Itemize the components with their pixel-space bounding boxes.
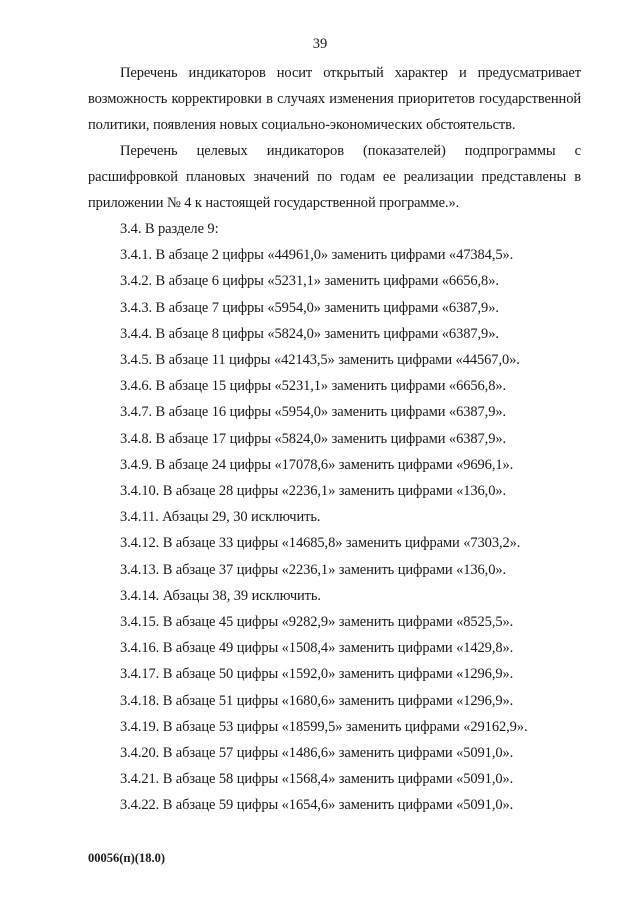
document-body [88,60,581,819]
list-item: 3.4.15. В абзаце 45 цифры «9282,9» заменить цифрами «8525,5». [120,614,514,631]
list-item: 3.4.16. В абзаце 49 цифры «1508,4» заменить цифрами «1429,8». [120,640,514,657]
list-item: 3.4.11. Абзацы 29, 30 исключить. [120,509,321,526]
list-item: 3.4.5. В абзаце 11 цифры «42143,5» заменить цифрами «44567,0». [120,352,520,369]
list-item: 3.4.1. В абзаце 2 цифры «44961,0» заменить цифрами «47384,5». [120,247,514,264]
list-item: 3.4.9. В абзаце 24 цифры «17078,6» заменить цифрами «9696,1». [120,456,514,473]
list-item: 3.4.6. В абзаце 15 цифры «5231,1» заменить цифрами «6656,8». [120,378,507,395]
list-item: 3.4.18. В абзаце 51 цифры «1680,6» заменить цифрами «1296,9». [120,692,514,709]
list-item: 3.4.19. В абзаце 53 цифры «18599,5» заменить цифрами «29162,9». [120,718,528,735]
list-item: 3.4.8. В абзаце 17 цифры «5824,0» заменить цифрами «6387,9». [120,430,507,447]
paragraph-indicators-open: Перечень индикаторов носит открытый характер и предусматривает возможность корректировки в случаях изменения приоритетов государственной политики, появления новых социально-экономических обстоятельств. [88,65,581,133]
list-item: 3.4.3. В абзаце 7 цифры «5954,0» заменить цифрами «6387,9». [120,299,499,316]
list-item: 3.4.2. В абзаце 6 цифры «5231,1» заменить цифрами «6656,8». [120,273,499,290]
list-item: 3.4.12. В абзаце 33 цифры «14685,8» заменить цифрами «7303,2». [120,535,521,552]
section-heading-3-4: 3.4. В разделе 9: [120,221,219,237]
list-item: 3.4.22. В абзаце 59 цифры «1654,6» заменить цифрами «5091,0». [120,797,514,814]
page-number: 39 [312,36,328,52]
list-item: 3.4.20. В абзаце 57 цифры «1486,6» заменить цифрами «5091,0». [120,745,514,762]
paragraph-target-indicators: Перечень целевых индикаторов (показателей) подпрограммы с расшифровкой плановых значений по годам ее реализации представлены в приложении № 4 к настоящей государственной программе.». [88,143,581,211]
list-item: 3.4.13. В абзаце 37 цифры «2236,1» заменить цифрами «136,0». [120,561,507,578]
list-item: 3.4.17. В абзаце 50 цифры «1592,0» заменить цифрами «1296,9». [120,666,514,683]
list-item: 3.4.14. Абзацы 38, 39 исключить. [120,587,321,604]
list-item: 3.4.10. В абзаце 28 цифры «2236,1» заменить цифрами «136,0». [120,483,507,500]
amendment-list [88,216,581,819]
list-item: 3.4.7. В абзаце 16 цифры «5954,0» заменить цифрами «6387,9». [120,404,507,421]
document-code: 00056(п)(18.0) [88,851,165,865]
list-item: 3.4.21. В абзаце 58 цифры «1568,4» заменить цифрами «5091,0». [120,771,514,788]
list-item: 3.4.4. В абзаце 8 цифры «5824,0» заменить цифрами «6387,9». [120,325,499,342]
